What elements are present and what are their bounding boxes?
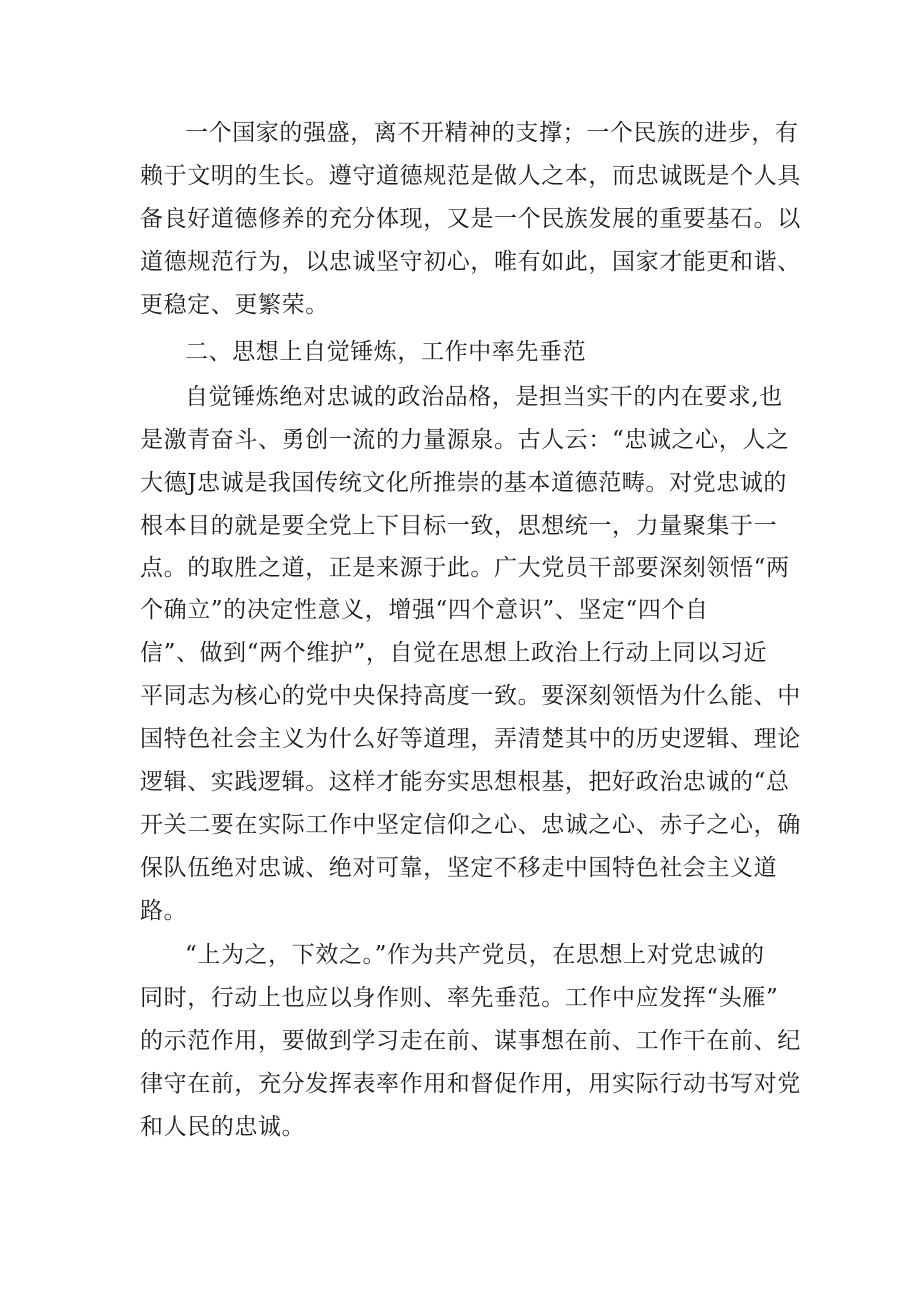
- paragraph-2-line-4: 根本目的就是要全党上下目标一致，思想统一，力量聚集于一: [140, 513, 778, 539]
- paragraph-1-line-3: 备良好道德修养的充分体现，又是一个民族发展的重要基石。以: [140, 206, 801, 232]
- paragraph-3-line-3: 的示范作用，要做到学习走在前、谋事想在前、工作干在前、纪: [140, 1028, 801, 1054]
- paragraph-3-line-4: 律守在前，充分发挥表率作用和督促作用，用实际行动书写对党: [140, 1071, 801, 1097]
- section-heading: 二、思想上自觉锤炼，工作中率先垂范: [185, 339, 587, 365]
- paragraph-1-line-4: 道德规范行为，以忠诚坚守初心，唯有如此，国家才能更和谐、: [140, 249, 801, 275]
- paragraph-2-line-13: 路。: [140, 898, 188, 924]
- paragraph-2-line-10: 逻辑、实践逻辑。这样才能夯实思想根基，把好政治忠诚的“总: [140, 769, 790, 795]
- paragraph-2-line-1: 自觉锤炼绝对忠诚的政治品格，是担当实干的内在要求,也: [185, 384, 783, 410]
- paragraph-2-line-9: 国特色社会主义为什么好等道理，弄清楚其中的历史逻辑、理论: [140, 726, 801, 752]
- paragraph-2-line-5: 点。的取胜之道，正是来源于此。广大党员干部要深刻领悟“两: [140, 555, 790, 581]
- paragraph-2-line-12: 保队伍绝对忠诚、绝对可靠，坚定不移走中国特色社会主义道: [140, 855, 778, 881]
- paragraph-2-line-11: 开关二要在实际工作中坚定信仰之心、忠诚之心、赤子之心，确: [140, 812, 801, 838]
- paragraph-2-line-2: 是激青奋斗、勇创一流的力量源泉。古人云：“忠诚之心，人之: [140, 427, 790, 453]
- paragraph-1-line-1: 一个国家的强盛，离不开精神的支撑；一个民族的进步，有: [185, 120, 799, 146]
- paragraph-1-line-5: 更稳定、更繁荣。: [140, 292, 329, 318]
- paragraph-3-line-2: 同时，行动上也应以身作则、率先垂范。工作中应发挥“头雁”: [140, 985, 779, 1011]
- paragraph-2-line-7: 信”、做到“两个维护”，自觉在思想上政治上行动上同以习近: [140, 640, 768, 666]
- paragraph-2-line-3: 大德J忠诚是我国传统文化所推崇的基本道德范畴。对党忠诚的: [140, 470, 788, 496]
- paragraph-2-line-6: 个确立”的决定性意义，增强“四个意识”、坚定“四个自: [140, 597, 709, 623]
- paragraph-2-line-8: 平同志为核心的党中央保持高度一致。要深刻领悟为什么能、中: [140, 683, 801, 709]
- paragraph-3-line-5: 和人民的忠诚。: [140, 1114, 306, 1140]
- paragraph-3-line-1: “上为之，下效之。”作为共产党员，在思想上对党忠诚的: [185, 942, 765, 968]
- paragraph-1-line-2: 赖于文明的生长。遵守道德规范是做人之本，而忠诚既是个人具: [140, 163, 801, 189]
